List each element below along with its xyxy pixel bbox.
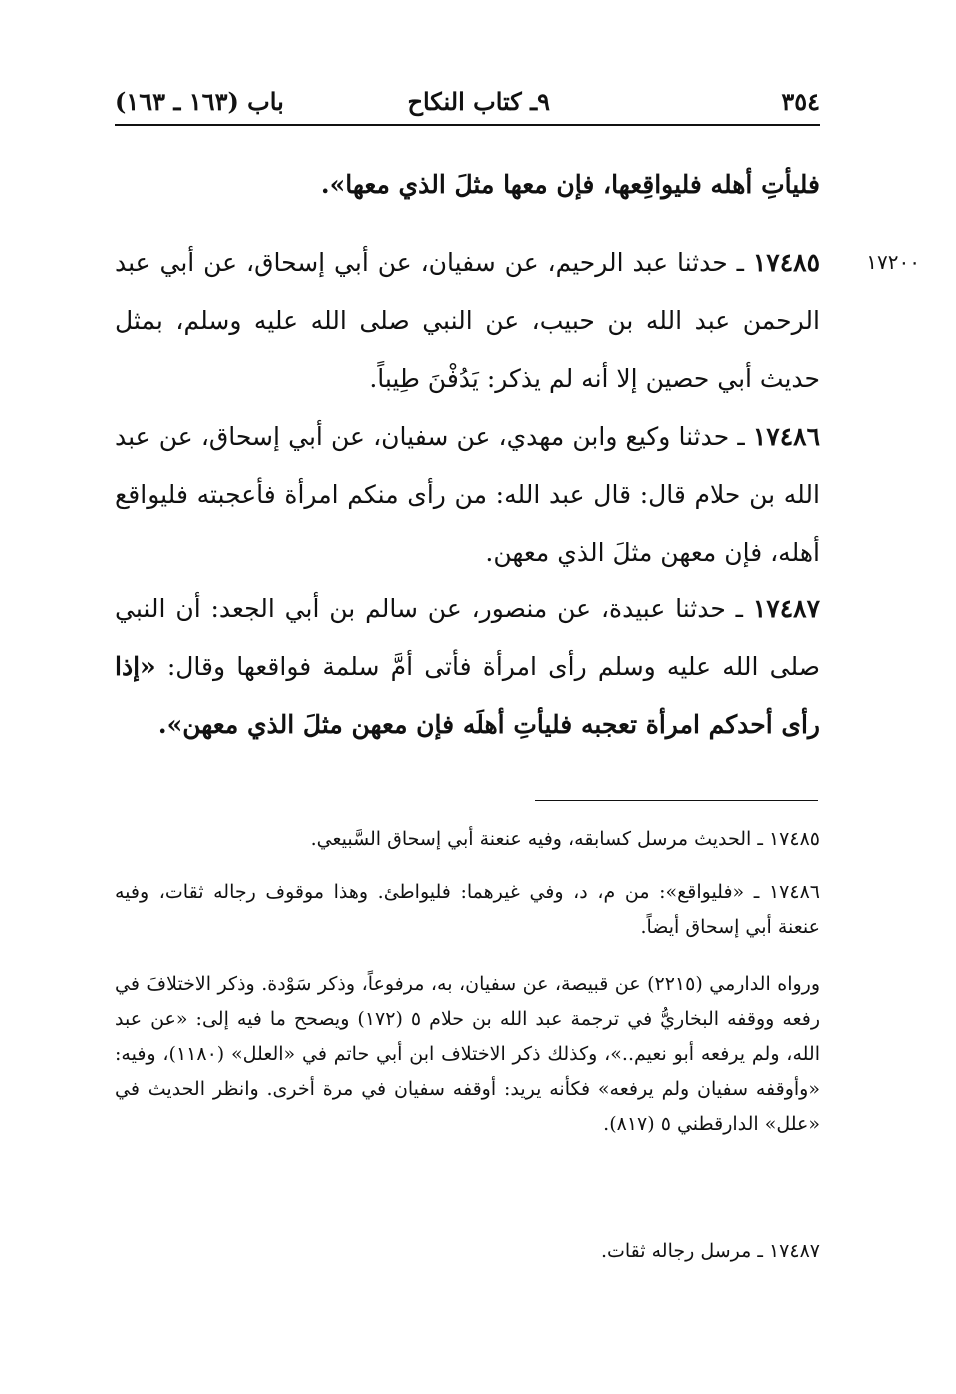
footnote-separator — [535, 800, 818, 801]
hadith-17487 — [115, 580, 820, 754]
hadith-text: ـ حدثنا وكيع وابن مهدي، عن سفيان، عن أبي إسحاق، عن عبد الله بن حلام قال: قال عبد الله: من رأى منكم امرأة فأعجبته فليواقع أهله، فإن معهن مثلَ الذي معهن. — [115, 422, 820, 567]
footnote-continuation: ورواه الدارمي (٢٢١٥) عن قبيصة، عن سفيان، به، مرفوعاً، وذكر سَوْدة. وذكر الاختلافَ في رفعه ووقفه البخاريُّ في ترجمة عبد الله بن حلام ٥ (١٧٢) ويصحح ما فيه إلى: «عن عبد الله، ولم يرفعه أبو نعيم..»، وكذلك ذكر الاختلاف ابن أبي حاتم في «العلل» (١١٨٠)، وفيه: «وأوقفه سفيان ولم يرفعه» فكأنه يريد: أوقفه سفيان في مرة أخرى. وانظر الحديث في «علل» الدارقطني ٥ (٨١٧). — [115, 973, 821, 1135]
chapter-title: باب (١٦٣ ـ ١٦٣) — [115, 87, 284, 116]
book-title: ٩ـ كتاب النكاح — [407, 87, 550, 116]
page-number: ٣٥٤ — [781, 87, 820, 116]
footnote-17485: ١٧٤٨٥ ـ الحديث مرسل كسابقه، وفيه عنعنة أبي إسحاق السَّبيعي. — [310, 828, 820, 850]
hadith-text: ـ حدثنا عبيدة، عن منصور، عن سالم بن أبي الجعد: أن النبي صلى الله عليه وسلم رأى امرأة فأتى أمَّ سلمة فواقعها وقال: — [115, 594, 820, 681]
footnote-17487: ١٧٤٨٧ ـ مرسل رجاله ثقات. — [600, 1240, 820, 1262]
hadith-number: ١٧٤٨٥ — [752, 248, 820, 277]
hadith-quote: «إذا رأى أحدكم امرأة تعجبه فليأتِ أهلَه فإن معهن مثلَ الذي معهن». — [115, 652, 820, 739]
hadith-text: ـ حدثنا عبد الرحيم، عن سفيان، عن أبي إسحاق، عن أبي عبد الرحمن عبد الله بن حبيب، عن النبي صلى الله عليه وسلم، بمثل حديث أبي حصين إلا أنه لم يذكر: يَدُفْنَ طِيباً. — [115, 248, 820, 393]
hadith-number: ١٧٤٨٧ — [752, 594, 820, 623]
page-header — [115, 84, 820, 126]
footnote-17486: ١٧٤٨٦ ـ «فليواقع»: من م، د، وفي غيرهما: فليواطئ. وهذا موقوف رجاله ثقات، وفيه عنعنة أبي إسحاق أيضاً. — [115, 881, 820, 938]
hadith-17486 — [115, 408, 820, 582]
margin-number: ١٧٢٠٠ — [866, 250, 920, 274]
hadith-17485 — [115, 234, 820, 408]
hadith-number: ١٧٤٨٦ — [752, 422, 820, 451]
intro-paragraph: فليأتِ أهله فليواقِعها، فإن معها مثلَ الذي معها». — [320, 170, 820, 199]
